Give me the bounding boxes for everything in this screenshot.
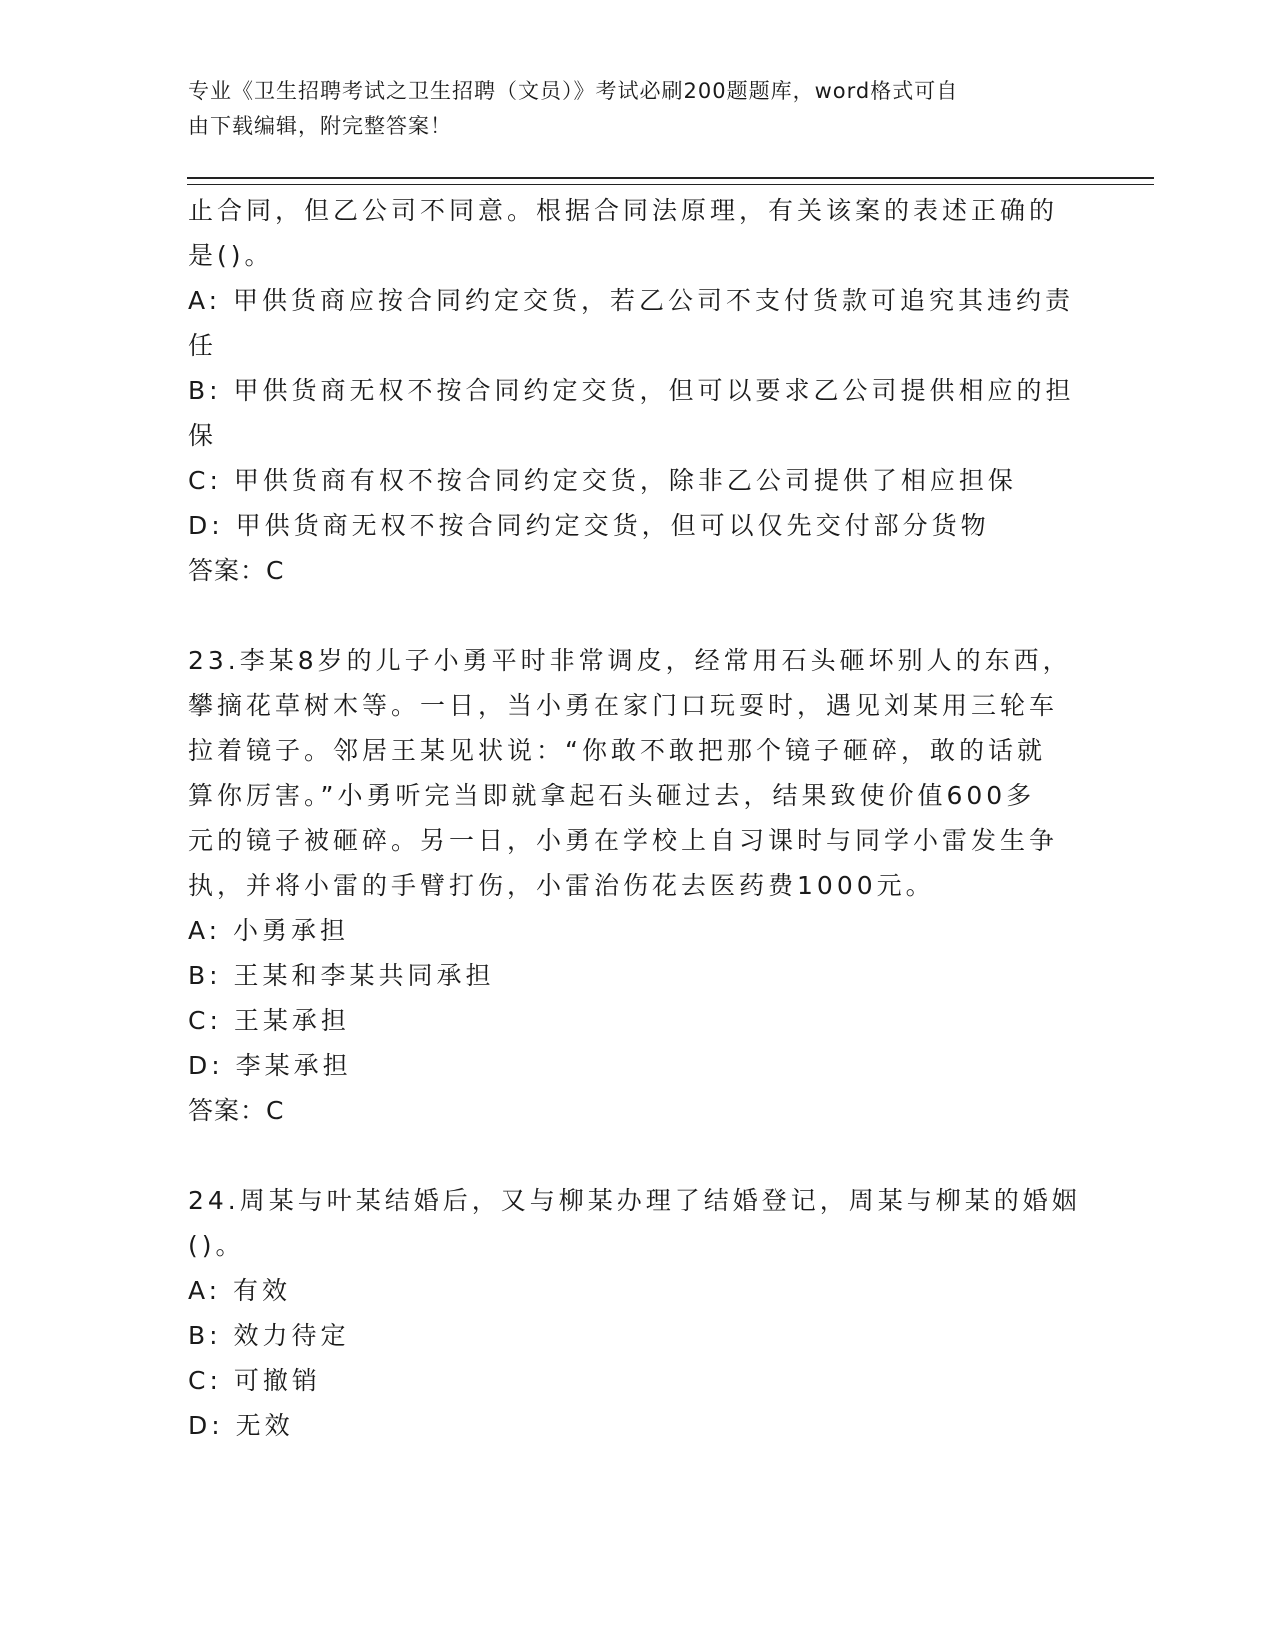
- question-24: [188, 1178, 1088, 1448]
- question-22: [188, 188, 1088, 593]
- question-stem: 拉着镜子。邻居王某见状说：“你敢不敢把那个镜子砸碎，敢的话就: [188, 736, 1046, 765]
- option-d: D: 李某承担: [188, 1051, 352, 1080]
- option-b: B: 王某和李某共同承担: [188, 961, 495, 990]
- option-c: C: 王某承担: [188, 1006, 350, 1035]
- option-a-continued: 任: [188, 331, 218, 360]
- question-stem: 算你厉害。”小勇听完当即就拿起石头砸过去，结果致使价值600多: [188, 781, 1036, 810]
- question-stem: 是()。: [188, 241, 274, 270]
- question-stem: 执，并将小雷的手臂打伤，小雷治伤花去医药费1000元。: [188, 871, 935, 900]
- question-stem: 24.周某与叶某结婚后，又与柳某办理了结婚登记，周某与柳某的婚姻: [188, 1186, 1081, 1215]
- question-stem: ()。: [188, 1231, 245, 1260]
- header-divider-thin: [187, 184, 1154, 185]
- option-a: A: 有效: [188, 1276, 292, 1305]
- option-d: D: 无效: [188, 1411, 294, 1440]
- option-a: A: 甲供货商应按合同约定交货，若乙公司不支付货款可追究其违约责: [188, 286, 1075, 315]
- option-a: A: 小勇承担: [188, 916, 350, 945]
- option-c: C: 可撤销: [188, 1366, 321, 1395]
- option-d: D: 甲供货商无权不按合同约定交货，但可以仅先交付部分货物: [188, 511, 990, 540]
- spacer: [188, 1133, 1088, 1178]
- option-b: B: 甲供货商无权不按合同约定交货，但可以要求乙公司提供相应的担: [188, 376, 1075, 405]
- header-title-line-2: 由下载编辑，附完整答案！: [188, 114, 452, 138]
- question-stem: 23.李某8岁的儿子小勇平时非常调皮，经常用石头砸坏别人的东西，: [188, 646, 1072, 675]
- question-23: [188, 638, 1088, 1133]
- option-b: B: 效力待定: [188, 1321, 350, 1350]
- question-stem: 攀摘花草树木等。一日，当小勇在家门口玩耍时，遇见刘某用三轮车: [188, 691, 1059, 720]
- option-b-continued: 保: [188, 421, 218, 450]
- header-title-line-1: 专业《卫生招聘考试之卫生招聘（文员）》考试必刷200题题库，word格式可自: [188, 79, 959, 103]
- option-c: C: 甲供货商有权不按合同约定交货，除非乙公司提供了相应担保: [188, 466, 1017, 495]
- answer-line: 答案：C: [188, 1096, 285, 1125]
- answer-line: 答案：C: [188, 556, 285, 585]
- question-stem: 元的镜子被砸碎。另一日，小勇在学校上自习课时与同学小雷发生争: [188, 826, 1059, 855]
- question-stem: 止合同，但乙公司不同意。根据合同法原理，有关该案的表述正确的: [188, 196, 1059, 225]
- spacer: [188, 593, 1088, 638]
- page-header: [188, 74, 1068, 144]
- document-body: [188, 188, 1088, 1448]
- header-divider-thick: [187, 177, 1154, 179]
